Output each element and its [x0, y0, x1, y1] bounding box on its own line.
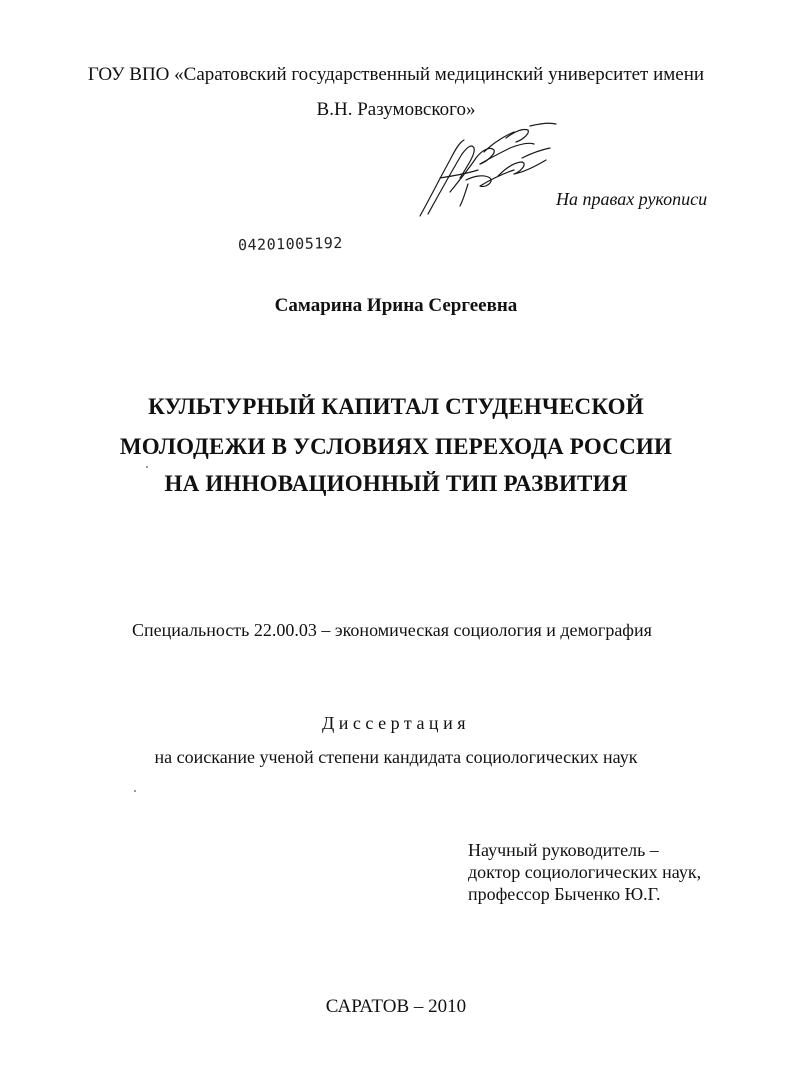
advisor-line3: профессор Быченко Ю.Г. [468, 884, 661, 904]
scan-speck [146, 466, 148, 468]
registry-number: 04201005192 [237, 233, 344, 255]
manuscript-note: На правах рукописи [556, 189, 708, 209]
handwritten-signature [410, 118, 570, 222]
title-line3: НА ИННОВАЦИОННЫЙ ТИП РАЗВИТИЯ [164, 471, 628, 496]
title-line2: МОЛОДЕЖИ В УСЛОВИЯХ ПЕРЕХОДА РОССИИ [119, 434, 673, 459]
title-line1: КУЛЬТУРНЫЙ КАПИТАЛ СТУДЕНЧЕСКОЙ [148, 394, 644, 419]
scan-speck [134, 790, 136, 792]
author-name: Самарина Ирина Сергеевна [274, 295, 518, 316]
advisor-line1: Научный руководитель – [468, 840, 659, 860]
document-type: Диссертация [322, 713, 470, 733]
institution-line2: В.Н. Разумовского» [316, 99, 476, 120]
specialty: Специальность 22.00.03 – экономическая социология и демография [132, 620, 652, 640]
degree: на соискание ученой степени кандидата социологических наук [154, 747, 638, 767]
footer-city-year: САРАТОВ – 2010 [325, 996, 467, 1017]
advisor-line2: доктор социологических наук, [468, 862, 702, 882]
institution-line1: ГОУ ВПО «Саратовский государственный медицинский университет имени [87, 64, 705, 85]
